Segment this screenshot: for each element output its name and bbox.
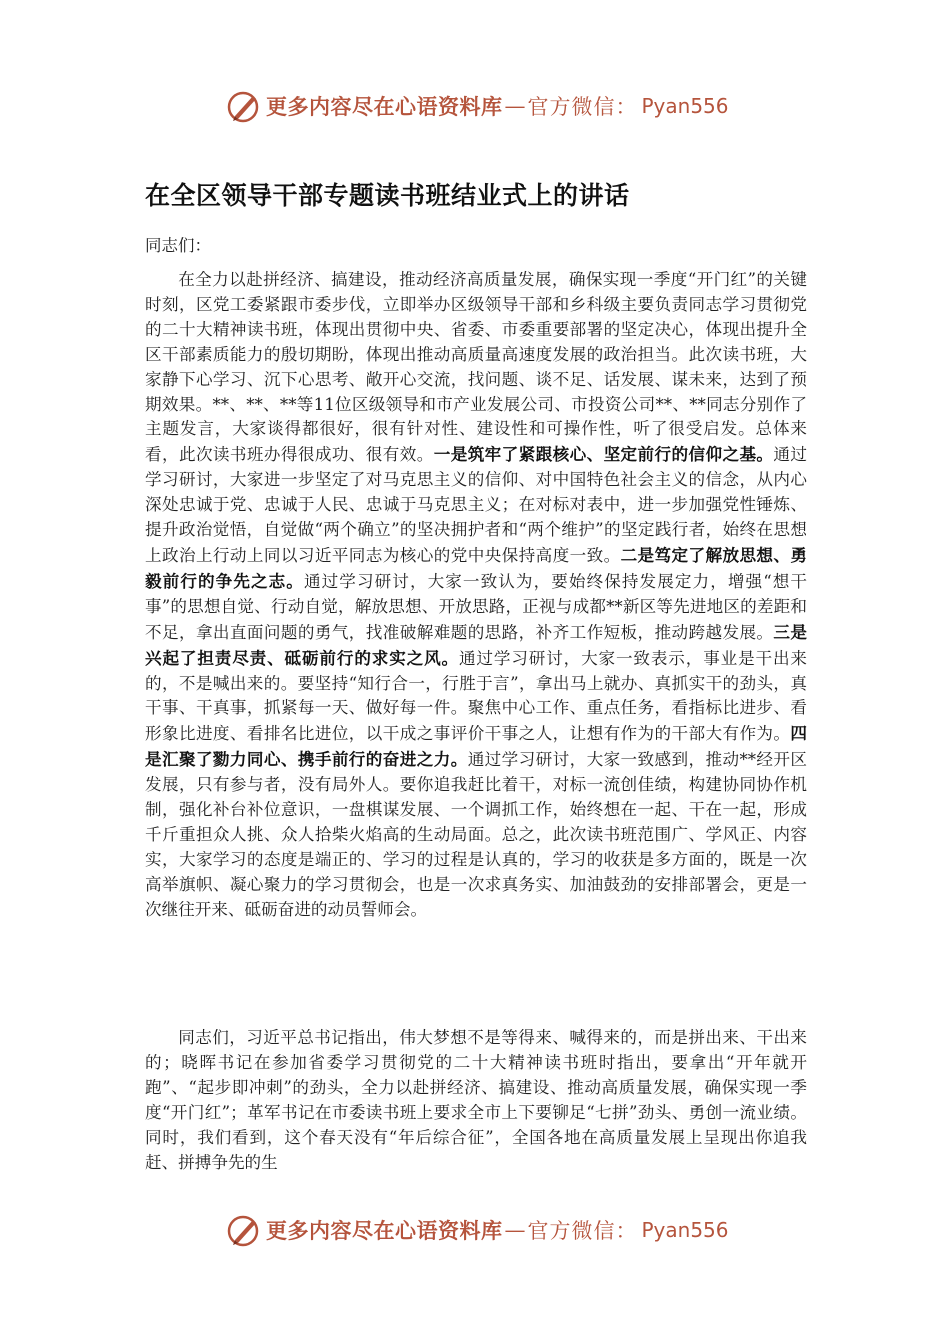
watermark-handle: Pyan556	[641, 1218, 729, 1242]
watermark-banner-bottom	[226, 1210, 729, 1250]
page-title: 在全区领导干部专题读书班结业式上的讲话	[145, 181, 630, 210]
watermark-brand: 更多内容尽在心语资料库	[266, 1218, 503, 1243]
paragraph-1-text-3: 通过学习研讨，大家一致认为，要始终保持发展定力，增强“想干事”的思想自觉、行动自觉，解放思想、开放思路，正视与成都**新区等先进地区的差距和不足，拿出直面问题的勇气，找准破解难题的思路，补齐工作短板，推动跨越发展。	[145, 571, 808, 642]
watermark-wechat-label: 官方微信：	[527, 1219, 638, 1243]
watermark-separator: —	[504, 1218, 526, 1242]
body-paragraph-1	[145, 268, 807, 923]
watermark-handle: Pyan556	[641, 94, 729, 118]
point-heading-3: 三是兴起了担责尽责、砥砺前行的求实之风。	[145, 621, 807, 668]
watermark-brand: 更多内容尽在心语资料库	[266, 94, 503, 119]
paragraph-1-text-4: 通过学习研讨，大家一致表示，事业是干出来的，不是喊出来的。要坚持“知行合一，行胜于言”，拿出马上就办、真抓实干的劲头，真干事、干真事，抓紧每一天、做好每一件。聚焦中心工作、重点任务，看指标比进步、看形象比进度、看排名比进位，以干成之事评价干事之人，让想有作为的干部大有作为。	[145, 648, 808, 744]
point-heading-2: 二是笃定了解放思想、勇毅前行的争先之志。	[145, 544, 807, 591]
watermark-separator: —	[504, 94, 526, 118]
paragraph-1-text-5: 通过学习研讨，大家一致感到，推动**经开区发展，只有参与者，没有局外人。要你追我赶比着干，对标一流创佳绩，构建协同协作机制，强化补台补位意识，一盘棋谋发展、一个调抓工作，始终想在一起、干在一起，形成千斤重担众人挑、众人拾柴火焰高的生动局面。总之，此次读书班范围广、学风正、内容实，大家学习的态度是端正的、学习的过程是认真的，学习的收获是多方面的，既是一次高举旗帜、凝心聚力的学习贯彻会，也是一次求真务实、加油鼓劲的安排部署会，更是一次继往开来、砥砺奋进的动员誓师会。	[145, 750, 807, 919]
paragraph-1-text-1: 在全力以赴拼经济、搞建设，推动经济高质量发展，确保实现一季度“开门红”的关键时刻，区党工委紧跟市委步伐，立即举办区级领导干部和乡科级主要负责同志学习贯彻党的二十大精神读书班，体现出贯彻中央、省委、市委重要部署的坚定决心，体现出提升全区干部素质能力的殷切期盼，体现出推动高质量高速度发展的政治担当。此次读书班，大家静下心学习、沉下心思考、敞开心交流，找问题、谈不足、话发展、谋未来，达到了预期效果。**、**、**等11位区级领导和市产业发展公司、市投资公司**、**同志分别作了主题发言，大家谈得都很好，很有针对性、建设性和可操作性，听了很受启发。总体来看，此次读书班办得很成功、很有效。	[145, 270, 807, 465]
watermark-wechat-label: 官方微信：	[527, 95, 638, 119]
pen-logo-icon	[226, 88, 262, 124]
point-heading-4: 四是汇聚了勠力同心、携手前行的奋进之力。	[145, 723, 807, 770]
paragraph-1-text-2: 通过学习研讨，大家进一步坚定了对马克思主义的信仰、对中国特色社会主义的信念，从内心深处忠诚于党、忠诚于人民、忠诚于马克思主义；在对标对表中，进一步加强党性锤炼、提升政治觉悟，自觉做“两个确立”的坚决拥护者和“两个维护”的坚定践行者，始终在思想上政治上行动上同以习近平同志为核心的党中央保持高度一致。	[145, 445, 807, 565]
point-heading-1: 一是筑牢了紧跟核心、坚定前行的信仰之基。	[433, 444, 774, 465]
body-paragraph-2: 同志们，习近平总书记指出，伟大梦想不是等得来、喊得来的，而是拼出来、干出来的；晓晖书记在参加省委学习贯彻党的二十大精神读书班时指出，要拿出“开年就开跑”、“起步即冲刺”的劲头，全力以赴拼经济、搞建设、推动高质量发展，确保实现一季度“开门红”；革军书记在市委读书班上要求全市上下要铆足“七拼”劲头、勇创一流业绩。同时，我们看到，这个春天没有“年后综合征”，全国各地在高质量发展上呈现出你追我赶、拼搏争先的生	[145, 1028, 807, 1172]
salutation: 同志们：	[145, 236, 211, 255]
pen-logo-icon	[226, 1212, 262, 1248]
watermark-banner-top	[226, 86, 729, 126]
